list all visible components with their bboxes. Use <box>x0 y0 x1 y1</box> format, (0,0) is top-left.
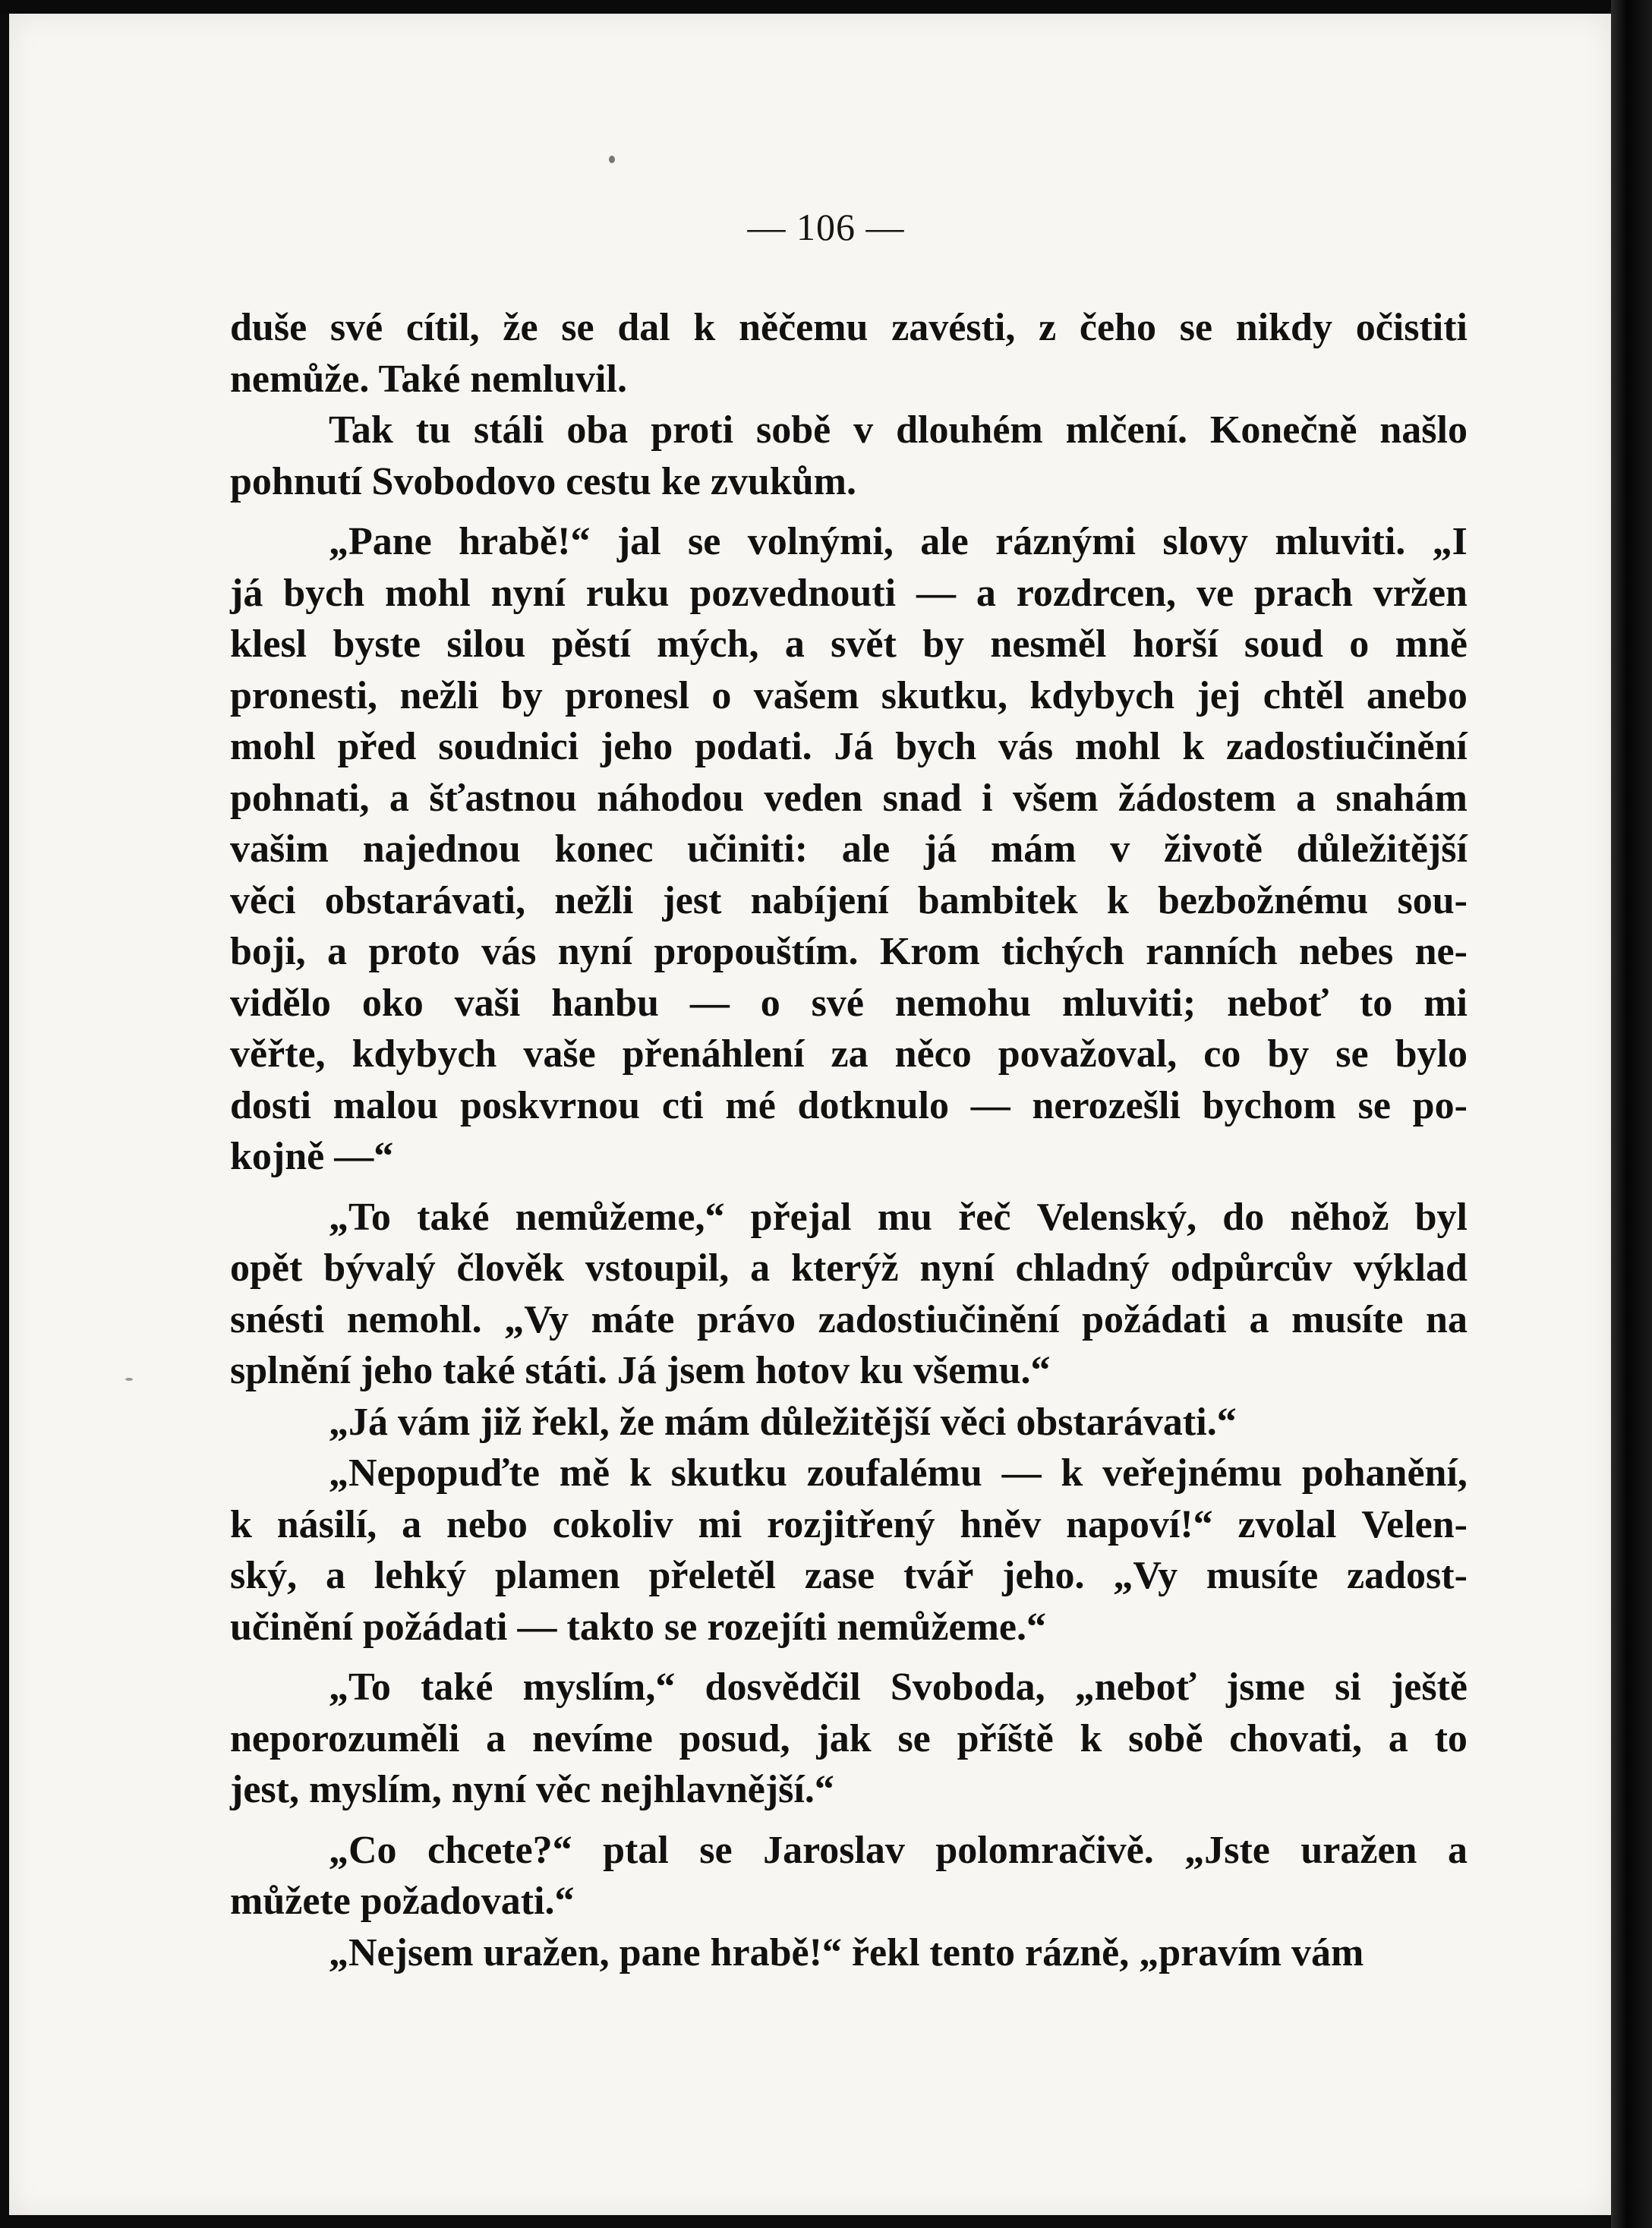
text-line: „Nejsem uražen, pane hrabě!“ řekl tento rázně, „pravím vám <box>329 1930 1364 1974</box>
paragraph <box>230 1825 1468 1927</box>
text-line: „To také myslím,“ dosvědčil Svoboda, „neboť jsme si ještě <box>329 1665 1468 1709</box>
text-line: k násilí, a nebo cokoliv mi rozjitřený hněv napoví!“ zvolal Velen- <box>230 1502 1468 1546</box>
text-line: opět bývalý člověk vstoupil, a kterýž nyní chladný odpůrcův výklad <box>230 1246 1468 1290</box>
scan-top-edge <box>0 0 1652 14</box>
text-line: věci obstarávati, nežli jest nabíjení bambitek k bezbožnému sou- <box>230 878 1468 922</box>
text-line: Tak tu stáli oba proti sobě v dlouhém mlčení. Konečně našlo <box>329 408 1468 452</box>
text-line: klesl byste silou pěstí mých, a svět by nesměl horší soud o mně <box>230 622 1468 666</box>
paragraph <box>230 1448 1468 1653</box>
text-line: „To také nemůžeme,“ přejal mu řeč Velenský, do něhož byl <box>329 1195 1468 1239</box>
text-line: já bych mohl nyní ruku pozvednouti — a rozdrcen, ve prach vržen <box>230 571 1468 615</box>
text-line: „Já vám již řekl, že mám důležitější věci obstarávati.“ <box>329 1400 1237 1444</box>
text-line: „Co chcete?“ ptal se Jaroslav polomračivě. „Jste uražen a <box>329 1828 1468 1872</box>
text-line: pronesti, nežli by pronesl o vašem skutku, kdybych jej chtěl anebo <box>230 673 1468 717</box>
text-line: „Pane hrabě!“ jal se volnými, ale ráznými slovy mluviti. „I <box>329 520 1468 563</box>
text-line: „Nepopuďte mě k skutku zoufalému — k veřejnému pohanění, <box>329 1451 1468 1495</box>
text-line: můžete požadovati.“ <box>230 1880 575 1923</box>
text-line: pohnutí Svobodovo cestu ke zvukům. <box>230 459 856 503</box>
text-line: boji, a proto vás nyní propouštím. Krom tichých ranních nebes ne- <box>230 930 1468 973</box>
text-line: věřte, kdybych vaše přenáhlení za něco považoval, co by se bylo <box>230 1032 1468 1076</box>
book-spine-edge <box>1611 0 1652 2228</box>
text-line: dosti malou poskvrnou cti mé dotknulo — nerozešli bychom se po- <box>230 1083 1468 1127</box>
text-line: mohl před soudnici jeho podati. Já bych vás mohl k zadostiučinění <box>230 725 1468 768</box>
paragraph <box>230 302 1468 405</box>
text-line: vidělo oko vaši hanbu — o své nemohu mluviti; neboť to mi <box>230 981 1468 1025</box>
body-text <box>230 302 1468 1978</box>
text-line: vašim najednou konec učiniti: ale já mám v životě důležitější <box>230 827 1468 871</box>
paragraph <box>230 1927 1468 1979</box>
paragraph <box>230 405 1468 507</box>
paragraph <box>230 1192 1468 1397</box>
ink-speck <box>125 1378 133 1381</box>
text-line: nemůže. Také nemluvil. <box>230 357 627 401</box>
text-line: splnění jeho také státi. Já jsem hotov ku všemu.“ <box>230 1349 1051 1392</box>
text-line: duše své cítil, že se dal k něčemu zavésti, z čeho se nikdy očistiti <box>230 306 1468 349</box>
text-line: pohnati, a šťastnou náhodou veden snad i všem žádostem a snahám <box>230 776 1468 820</box>
text-line: kojně —“ <box>230 1135 394 1178</box>
text-line: snésti nemohl. „Vy máte právo zadostiučinění požádati a musíte na <box>230 1297 1468 1341</box>
text-line: učinění požádati — takto se rozejíti nemůžeme.“ <box>230 1605 1046 1649</box>
paragraph <box>230 1397 1468 1448</box>
page-number: — 106 — <box>747 206 905 248</box>
text-line: ský, a lehký plamen přeletěl zase tvář jeho. „Vy musíte zadost- <box>230 1554 1468 1597</box>
paragraph <box>230 1662 1468 1816</box>
ink-speck <box>609 156 615 163</box>
text-line: jest, myslím, nyní věc nejhlavnější.“ <box>230 1768 834 1811</box>
paragraph <box>230 516 1468 1183</box>
text-line: neporozuměli a nevíme posud, jak se příště k sobě chovati, a to <box>230 1716 1468 1760</box>
